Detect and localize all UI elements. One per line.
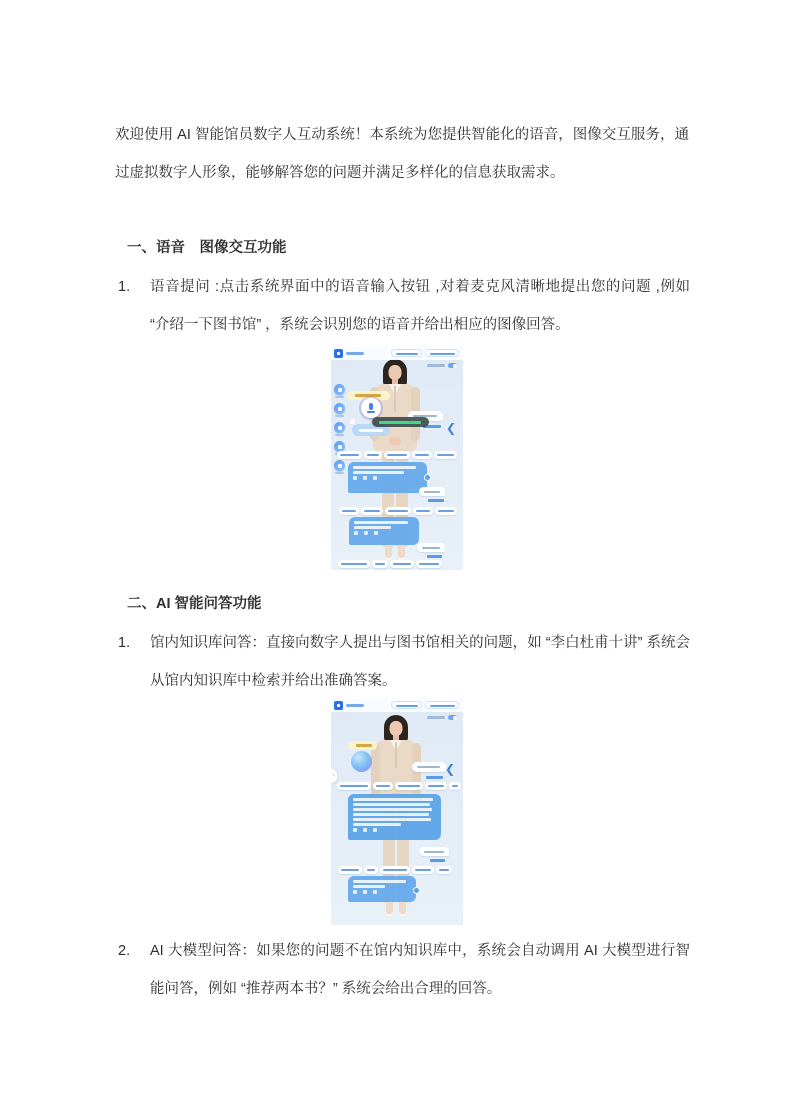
user-question-bubble [419, 847, 449, 856]
source-link-blur [427, 555, 442, 558]
section2-item1 [118, 624, 690, 700]
assistant-answer-bubble [348, 462, 427, 493]
plus-icon [413, 887, 420, 894]
section2-item2 [118, 932, 690, 1008]
source-link-blur [428, 499, 444, 502]
app-brand-text-blur [346, 704, 364, 707]
embedded-screenshot-voice-interaction[interactable] [331, 347, 463, 570]
user-question-bubble [417, 543, 445, 552]
app-logo-icon [334, 349, 343, 358]
suggested-question-pills [338, 560, 442, 568]
thumb-up-icon [354, 531, 358, 535]
avatar-face [390, 721, 403, 736]
header-action-button-1 [391, 349, 422, 357]
knowledge-answer-bubble [348, 794, 441, 840]
section2-heading: 二、AI 智能问答功能 [127, 596, 262, 612]
header-action-button-1 [391, 701, 422, 709]
thumb-up-icon [353, 476, 357, 480]
feedback-icons [353, 476, 422, 480]
plus-icon [424, 474, 431, 481]
header-action-button-2 [425, 349, 459, 357]
list-number: 2. [118, 943, 131, 959]
app-header [331, 699, 463, 712]
thumb-up-icon [353, 828, 357, 832]
suggested-question-pills [337, 451, 457, 459]
thumb-down-icon [364, 531, 368, 535]
copy-icon [374, 531, 378, 535]
user-question-bubble [419, 487, 445, 496]
user-question-bubble [412, 762, 446, 772]
collapse-chevron-icon: ❮ [446, 421, 457, 435]
source-link-blur [426, 776, 443, 779]
intro-paragraph: 欢迎使用 AI 智能馆员数字人互动系统！本系统为您提供智能化的语音，图像交互服务，通过虚拟数字人形象，能够解答您的问题并满足多样化的信息获取需求。 [115, 127, 689, 181]
share-chevron-icon: ❮ [445, 762, 456, 776]
suggested-question-pills [337, 782, 461, 790]
feedback-icons [353, 828, 436, 832]
list-text: 语音提问 :点击系统界面中的语音输入按钮 ,对着麦克风清晰地提出您的问题 ,例如 “介绍一下图书馆” ，系统会识别您的语音并给出相应的图像回答。 [150, 279, 690, 333]
assistant-answer-bubble [348, 876, 416, 902]
avatar-face [389, 365, 402, 380]
assistant-orb-icon [351, 751, 372, 772]
feature-circle-icon [334, 460, 345, 471]
feature-circle-icon [334, 384, 345, 395]
embedded-screenshot-knowledge-qa[interactable] [331, 699, 463, 925]
thumb-down-icon [363, 828, 367, 832]
thumb-down-icon [363, 890, 367, 894]
digital-human-switch-label-blur [427, 364, 445, 367]
suggested-question-pills [339, 507, 457, 515]
app-header [331, 347, 463, 360]
assistant-answer-bubble [349, 517, 419, 545]
feature-circle-icon [334, 422, 345, 433]
suggested-question-pills [338, 866, 452, 874]
copy-icon [373, 828, 377, 832]
list-number: 1. [118, 635, 131, 651]
edge-handle-icon: ‹ [331, 769, 337, 783]
app-brand-text-blur [346, 352, 364, 355]
thumb-down-icon [363, 476, 367, 480]
source-link-blur [430, 859, 445, 862]
thumb-up-icon [353, 890, 357, 894]
list-text: AI 大模型问答：如果您的问题不在馆内知识库中，系统会自动调用 AI 大模型进行智能问答，例如 “推荐两本书？” 系统会给出合理的回答。 [150, 943, 690, 997]
section1-heading: 一、语音 图像交互功能 [127, 240, 287, 256]
app-logo-icon [334, 701, 343, 710]
header-action-button-2 [425, 701, 459, 709]
section1-item1 [118, 268, 690, 344]
digital-human-switch-label-blur [427, 716, 445, 719]
toggle-switch-icon [448, 363, 457, 368]
feedback-icons [353, 890, 411, 894]
speech-recognition-caption [372, 417, 429, 427]
copy-icon [373, 476, 377, 480]
list-number: 1. [118, 279, 131, 295]
mic-icon [361, 398, 381, 418]
feature-circle-icon [334, 403, 345, 414]
list-text: 馆内知识库问答：直接向数字人提出与图书馆相关的问题，如 “李白杜甫十讲” 系统会从馆内知识库中检索并给出准确答案。 [150, 635, 690, 689]
toggle-switch-icon [448, 715, 457, 720]
copy-icon [373, 890, 377, 894]
voice-tip-bubble [348, 741, 377, 750]
feedback-icons [354, 531, 414, 535]
